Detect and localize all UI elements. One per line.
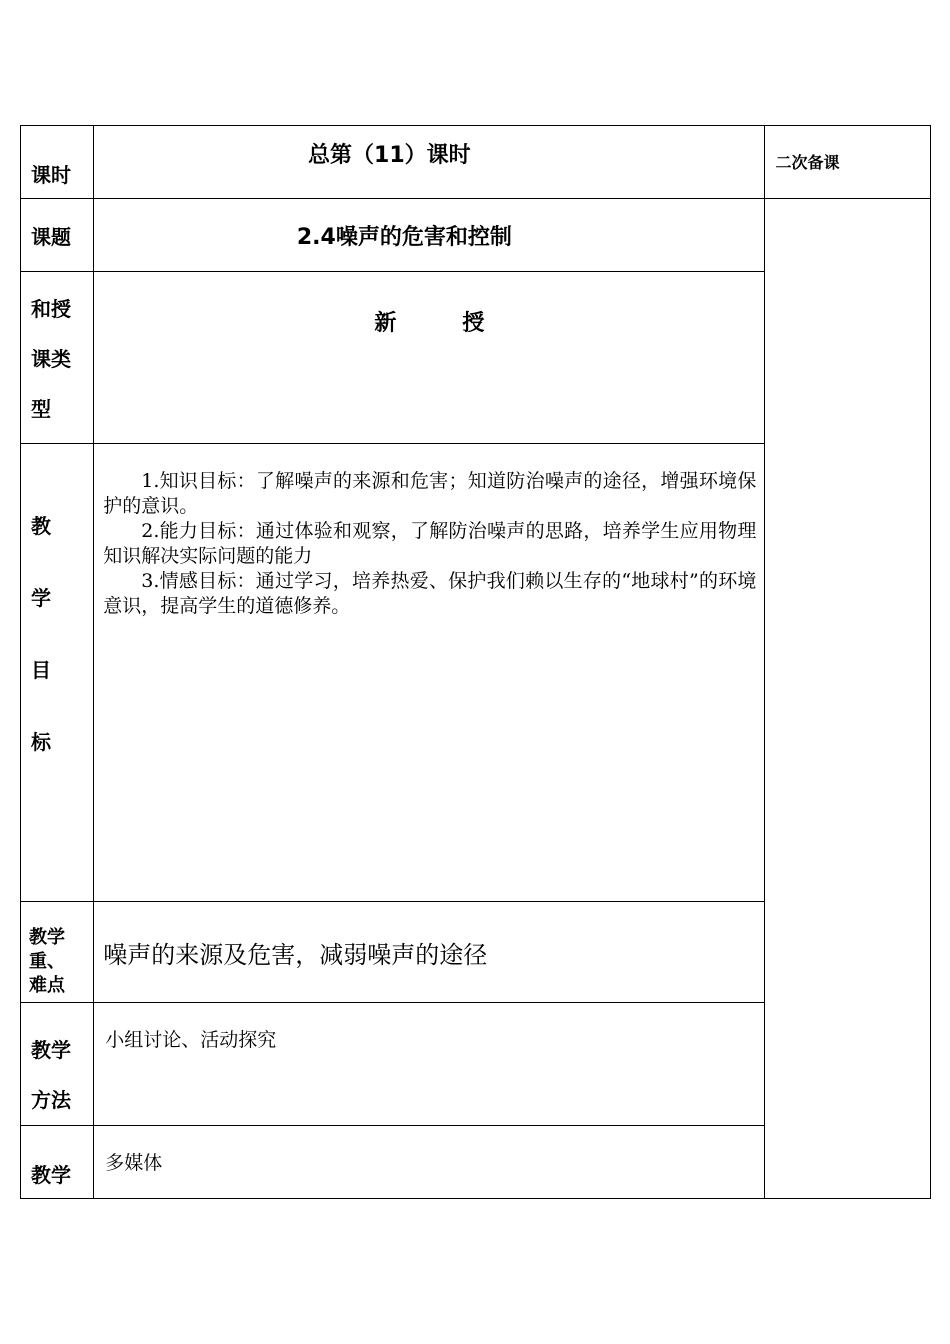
goals-label-line: 学 [31,586,51,610]
method-label-line: 方法 [31,1088,71,1112]
goals-content [94,444,765,902]
period-value: 总第（11）课时 [94,126,765,199]
topic-label: 课题 [21,199,94,272]
key-label-line: 难点 [29,975,65,996]
method-label [21,1003,94,1126]
method-value: 小组讨论、活动探究 [94,1003,765,1126]
type-label-line: 和授 [31,297,71,321]
key-label-line: 教学 [29,927,65,948]
goal-item: 3.情感目标：通过学习，培养热爱、保护我们赖以生存的“地球村”的环境意识，提高学生的道德修养。 [103,570,757,617]
goals-label-line: 教 [31,514,51,538]
row-period [21,126,931,199]
key-value: 噪声的来源及危害，减弱噪声的途径 [94,902,765,1003]
goals-label-line: 标 [31,730,51,754]
backup-header: 二次备课 [765,126,931,199]
row-topic [21,199,931,272]
type-label-line: 课类 [31,347,71,371]
goals-label-line: 目 [31,658,51,682]
tools-value: 多媒体 [94,1126,765,1199]
period-label: 课时 [21,126,94,199]
backup-notes-area [765,199,931,1199]
lesson-plan-table [20,125,931,1199]
key-label-line: 重、 [29,951,65,972]
key-label [21,902,94,1003]
goal-item: 1.知识目标：了解噪声的来源和危害；知道防治噪声的途径，增强环境保护的意识。 [103,470,757,517]
type-label [21,272,94,444]
type-label-line: 型 [31,397,51,421]
goals-label [21,444,94,902]
method-label-line: 教学 [31,1038,71,1062]
tools-label: 教学 [21,1126,94,1199]
topic-value: 2.4噪声的危害和控制 [94,199,765,272]
goal-item: 2.能力目标：通过体验和观察，了解防治噪声的思路，培养学生应用物理知识解决实际问题的能力 [103,520,757,567]
type-value: 新 授 [94,272,765,444]
